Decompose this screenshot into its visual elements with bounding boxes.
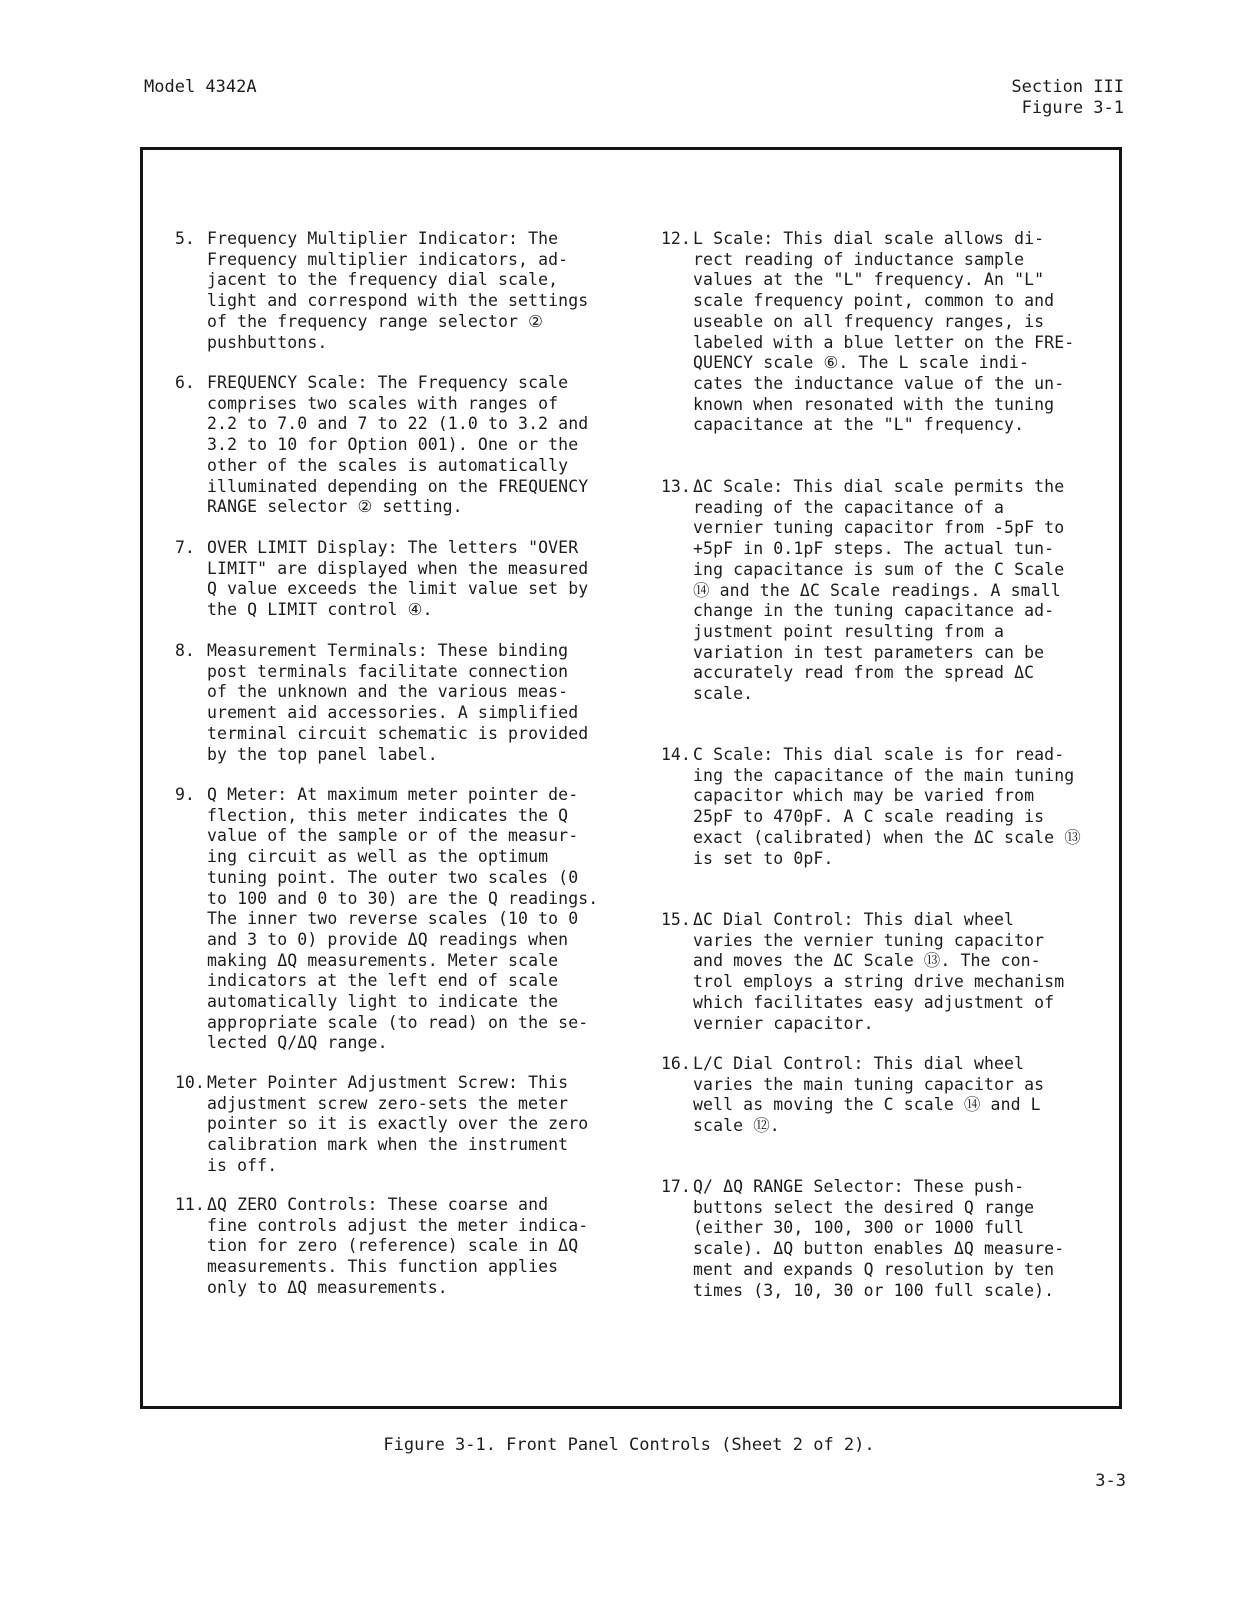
- item-number: 16.: [661, 1054, 691, 1073]
- list-item: [152, 538, 612, 621]
- item-number: 5.: [175, 229, 195, 248]
- item-number: 9.: [175, 785, 195, 804]
- section-label: Section III: [1011, 77, 1124, 97]
- list-item: [640, 229, 1100, 436]
- item-number: 7.: [175, 538, 195, 557]
- item-number: 8.: [175, 641, 195, 660]
- figure-label: Figure 3-1: [1021, 98, 1124, 118]
- item-number: 10.: [175, 1073, 205, 1092]
- page-number: 3-3: [1095, 1471, 1126, 1491]
- list-item: [640, 745, 1100, 869]
- item-text: Frequency Multiplier Indicator: The Frequency multiplier indicators, ad- jacent to the frequency dial scale, light and correspond with the settings of the frequency range selector ② pushbuttons.: [207, 229, 589, 352]
- list-item: [152, 785, 612, 1054]
- item-number: 6.: [175, 373, 195, 392]
- item-text: Meter Pointer Adjustment Screw: This adjustment screw zero-sets the meter pointer so it is exactly over the zero calibration mark when the instrument is off.: [207, 1073, 589, 1175]
- item-number: 17.: [661, 1177, 691, 1196]
- item-text: FREQUENCY Scale: The Frequency scale comprises two scales with ranges of 2.2 to 7.0 and 7 to 22 (1.0 to 3.2 and 3.2 to 10 for Option 001). One or the other of the scales is automatically illuminated depending on the FREQUENCY RANGE selector ② setting.: [207, 373, 589, 517]
- list-item: [640, 1177, 1100, 1301]
- item-text: Q Meter: At maximum meter pointer de- flection, this meter indicates the Q value of the sample or of the measur- ing circuit as well as the optimum tuning point. The outer two scales (0 to 100 and 0 to 30) are the Q readings. The inner two reverse scales (10 to 0 and 3 to 0) provide ΔQ readings when making ΔQ measurements. Meter scale indicators at the left end of scale automatically light to indicate the appropriate scale (to read) on the se- lected Q/ΔQ range.: [207, 785, 599, 1053]
- model-label: Model 4342A: [144, 77, 257, 97]
- item-number: 15.: [661, 910, 691, 929]
- item-text: ΔQ ZERO Controls: These coarse and fine controls adjust the meter indica- tion for zero (reference) scale in ΔQ measurements. This function applies only to ΔQ measurements.: [207, 1195, 589, 1297]
- item-text: C Scale: This dial scale is for read- ing the capacitance of the main tuning capacitor which may be varied from 25pF to 470pF. A C scale reading is exact (calibrated) when the ΔC scale ⑬ is set to 0pF.: [693, 745, 1081, 868]
- item-text: Q/ ΔQ RANGE Selector: These push- buttons select the desired Q range (either 30, 100, 300 or 1000 full scale). ΔQ button enables ΔQ measure- ment and expands Q resolution by ten times (3, 10, 30 or 100 full scale).: [693, 1177, 1065, 1300]
- list-item: [152, 229, 612, 353]
- section-header: [1011, 77, 1124, 119]
- list-item: [152, 641, 612, 765]
- list-item: [640, 477, 1100, 705]
- list-item: [640, 910, 1100, 1034]
- item-number: 12.: [661, 229, 691, 248]
- item-text: Measurement Terminals: These binding post terminals facilitate connection of the unknown and the various meas- urement aid accessories. A simplified terminal circuit schematic is provided by the top panel label.: [207, 641, 589, 764]
- item-number: 13.: [661, 477, 691, 496]
- item-number: 14.: [661, 745, 691, 764]
- list-item: [640, 1054, 1100, 1137]
- list-item: [152, 1073, 612, 1177]
- list-item: [152, 373, 612, 518]
- item-text: L/C Dial Control: This dial wheel varies the main tuning capacitor as well as moving the C scale ⑭ and L scale ⑫.: [693, 1054, 1045, 1136]
- figure-caption: Figure 3-1. Front Panel Controls (Sheet 2 of 2).: [383, 1435, 875, 1455]
- item-text: ΔC Dial Control: This dial wheel varies the vernier tuning capacitor and moves the ΔC Scale ⑬. The con- trol employs a string drive mechanism which facilitates easy adjustment of vernier capacitor.: [693, 910, 1065, 1033]
- item-text: ΔC Scale: This dial scale permits the reading of the capacitance of a vernier tuning capacitor from -5pF to +5pF in 0.1pF steps. The actual tun- ing capacitance is sum of the C Scale ⑭ and the ΔC Scale readings. A small change in the tuning capacitance ad- justment point resulting from a variation in test parameters can be accurately read from the spread ΔC scale.: [693, 477, 1065, 704]
- item-text: OVER LIMIT Display: The letters "OVER LIMIT" are displayed when the measured Q value exceeds the limit value set by the Q LIMIT control ④.: [207, 538, 589, 620]
- item-number: 11.: [175, 1195, 205, 1214]
- item-text: L Scale: This dial scale allows di- rect reading of inductance sample values at the "L" frequency. An "L" scale frequency point, common to and useable on all frequency ranges, is labeled with a blue letter on the FRE- QUENCY scale ⑥. The L scale indi- cates the inductance value of the un- known when resonated with the tuning capacitance at the "L" frequency.: [693, 229, 1075, 435]
- list-item: [152, 1195, 612, 1299]
